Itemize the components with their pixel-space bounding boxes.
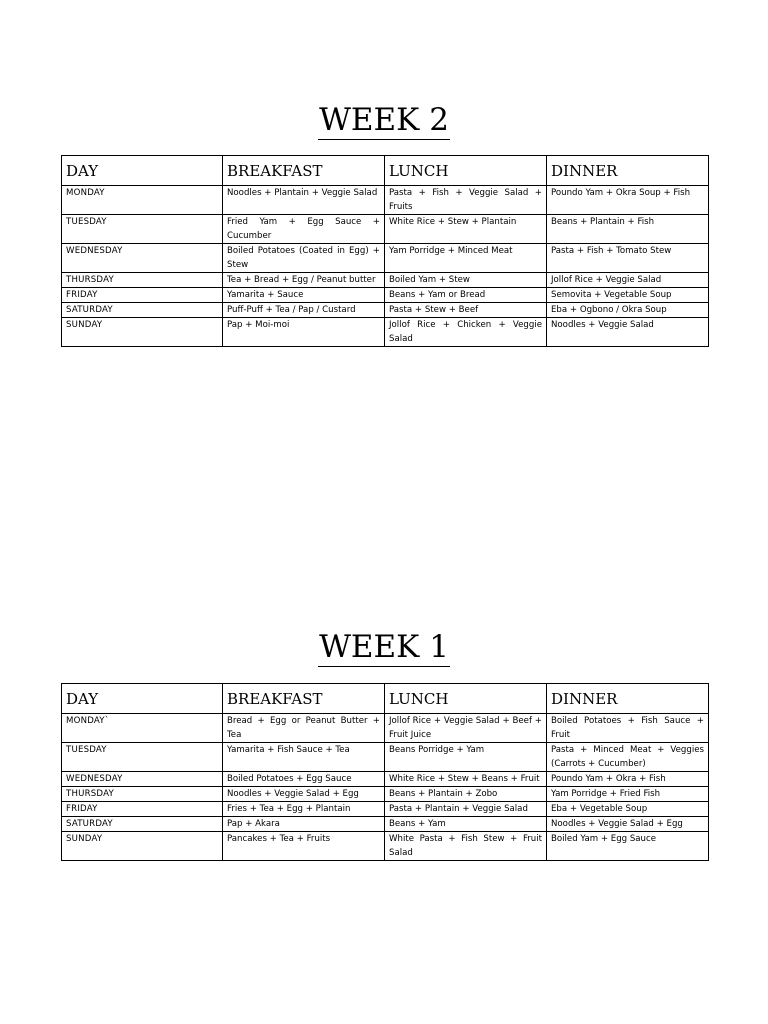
dinner-cell: Noodles + Veggie Salad + Egg (547, 817, 709, 832)
table-row (62, 186, 709, 215)
dinner-cell: Noodles + Veggie Salad (547, 318, 709, 347)
table-row (62, 714, 709, 743)
breakfast-cell: Pancakes + Tea + Fruits (223, 832, 385, 861)
lunch-cell: Beans + Yam (385, 817, 547, 832)
breakfast-cell: Yamarita + Fish Sauce + Tea (223, 743, 385, 772)
day-cell: FRIDAY (62, 802, 223, 817)
breakfast-cell: Pap + Akara (223, 817, 385, 832)
breakfast-cell: Boiled Potatoes + Egg Sauce (223, 772, 385, 787)
breakfast-cell: Boiled Potatoes (Coated in Egg) + Stew (223, 244, 385, 273)
dinner-cell: Yam Porridge + Fried Fish (547, 787, 709, 802)
table-row (62, 772, 709, 787)
header-day: DAY (62, 684, 223, 714)
day-cell: THURSDAY (62, 273, 223, 288)
table-row (62, 743, 709, 772)
lunch-cell: Beans Porridge + Yam (385, 743, 547, 772)
day-cell: FRIDAY (62, 288, 223, 303)
dinner-cell: Boiled Potatoes + Fish Sauce + Fruit (547, 714, 709, 743)
table-header-row (62, 684, 709, 714)
dinner-cell: Pasta + Fish + Tomato Stew (547, 244, 709, 273)
lunch-cell: Yam Porridge + Minced Meat (385, 244, 547, 273)
breakfast-cell: Bread + Egg or Peanut Butter + Tea (223, 714, 385, 743)
dinner-cell: Eba + Vegetable Soup (547, 802, 709, 817)
week-1-meal-table (61, 683, 709, 861)
table-row (62, 303, 709, 318)
dinner-cell: Poundo Yam + Okra Soup + Fish (547, 186, 709, 215)
breakfast-cell: Noodles + Plantain + Veggie Salad (223, 186, 385, 215)
header-dinner: DINNER (547, 156, 709, 186)
day-cell: WEDNESDAY (62, 772, 223, 787)
lunch-cell: White Pasta + Fish Stew + Fruit Salad (385, 832, 547, 861)
lunch-cell: Pasta + Plantain + Veggie Salad (385, 802, 547, 817)
header-dinner: DINNER (547, 684, 709, 714)
week-2-title (0, 102, 768, 140)
breakfast-cell: Yamarita + Sauce (223, 288, 385, 303)
week-1-title-text: WEEK 1 (319, 629, 449, 665)
day-cell: MONDAY` (62, 714, 223, 743)
table-row (62, 817, 709, 832)
table-row (62, 787, 709, 802)
week-2-title-text: WEEK 2 (319, 102, 449, 138)
header-breakfast: BREAKFAST (223, 684, 385, 714)
day-cell: SATURDAY (62, 303, 223, 318)
lunch-cell: Jollof Rice + Veggie Salad + Beef + Fruit Juice (385, 714, 547, 743)
day-cell: TUESDAY (62, 215, 223, 244)
lunch-cell: White Rice + Stew + Beans + Fruit (385, 772, 547, 787)
lunch-cell: White Rice + Stew + Plantain (385, 215, 547, 244)
table-row (62, 215, 709, 244)
breakfast-cell: Fries + Tea + Egg + Plantain (223, 802, 385, 817)
header-day: DAY (62, 156, 223, 186)
table-row (62, 288, 709, 303)
dinner-cell: Eba + Ogbono / Okra Soup (547, 303, 709, 318)
breakfast-cell: Noodles + Veggie Salad + Egg (223, 787, 385, 802)
breakfast-cell: Pap + Moi-moi (223, 318, 385, 347)
header-breakfast: BREAKFAST (223, 156, 385, 186)
breakfast-cell: Fried Yam + Egg Sauce + Cucumber (223, 215, 385, 244)
header-lunch: LUNCH (385, 156, 547, 186)
day-cell: SUNDAY (62, 832, 223, 861)
breakfast-cell: Tea + Bread + Egg / Peanut butter (223, 273, 385, 288)
table-row (62, 244, 709, 273)
week-2-meal-table (61, 155, 709, 347)
dinner-cell: Poundo Yam + Okra + Fish (547, 772, 709, 787)
day-cell: SUNDAY (62, 318, 223, 347)
table-row (62, 802, 709, 817)
day-cell: SATURDAY (62, 817, 223, 832)
day-cell: THURSDAY (62, 787, 223, 802)
dinner-cell: Pasta + Minced Meat + Veggies (Carrots + Cucumber) (547, 743, 709, 772)
lunch-cell: Beans + Plantain + Zobo (385, 787, 547, 802)
dinner-cell: Beans + Plantain + Fish (547, 215, 709, 244)
table-row (62, 832, 709, 861)
lunch-cell: Jollof Rice + Chicken + Veggie Salad (385, 318, 547, 347)
day-cell: MONDAY (62, 186, 223, 215)
table-row (62, 273, 709, 288)
lunch-cell: Pasta + Stew + Beef (385, 303, 547, 318)
lunch-cell: Beans + Yam or Bread (385, 288, 547, 303)
week-1-title (0, 629, 768, 667)
table-header-row (62, 156, 709, 186)
day-cell: WEDNESDAY (62, 244, 223, 273)
dinner-cell: Jollof Rice + Veggie Salad (547, 273, 709, 288)
dinner-cell: Semovita + Vegetable Soup (547, 288, 709, 303)
lunch-cell: Boiled Yam + Stew (385, 273, 547, 288)
breakfast-cell: Puff-Puff + Tea / Pap / Custard (223, 303, 385, 318)
lunch-cell: Pasta + Fish + Veggie Salad + Fruits (385, 186, 547, 215)
dinner-cell: Boiled Yam + Egg Sauce (547, 832, 709, 861)
table-row (62, 318, 709, 347)
day-cell: TUESDAY (62, 743, 223, 772)
header-lunch: LUNCH (385, 684, 547, 714)
